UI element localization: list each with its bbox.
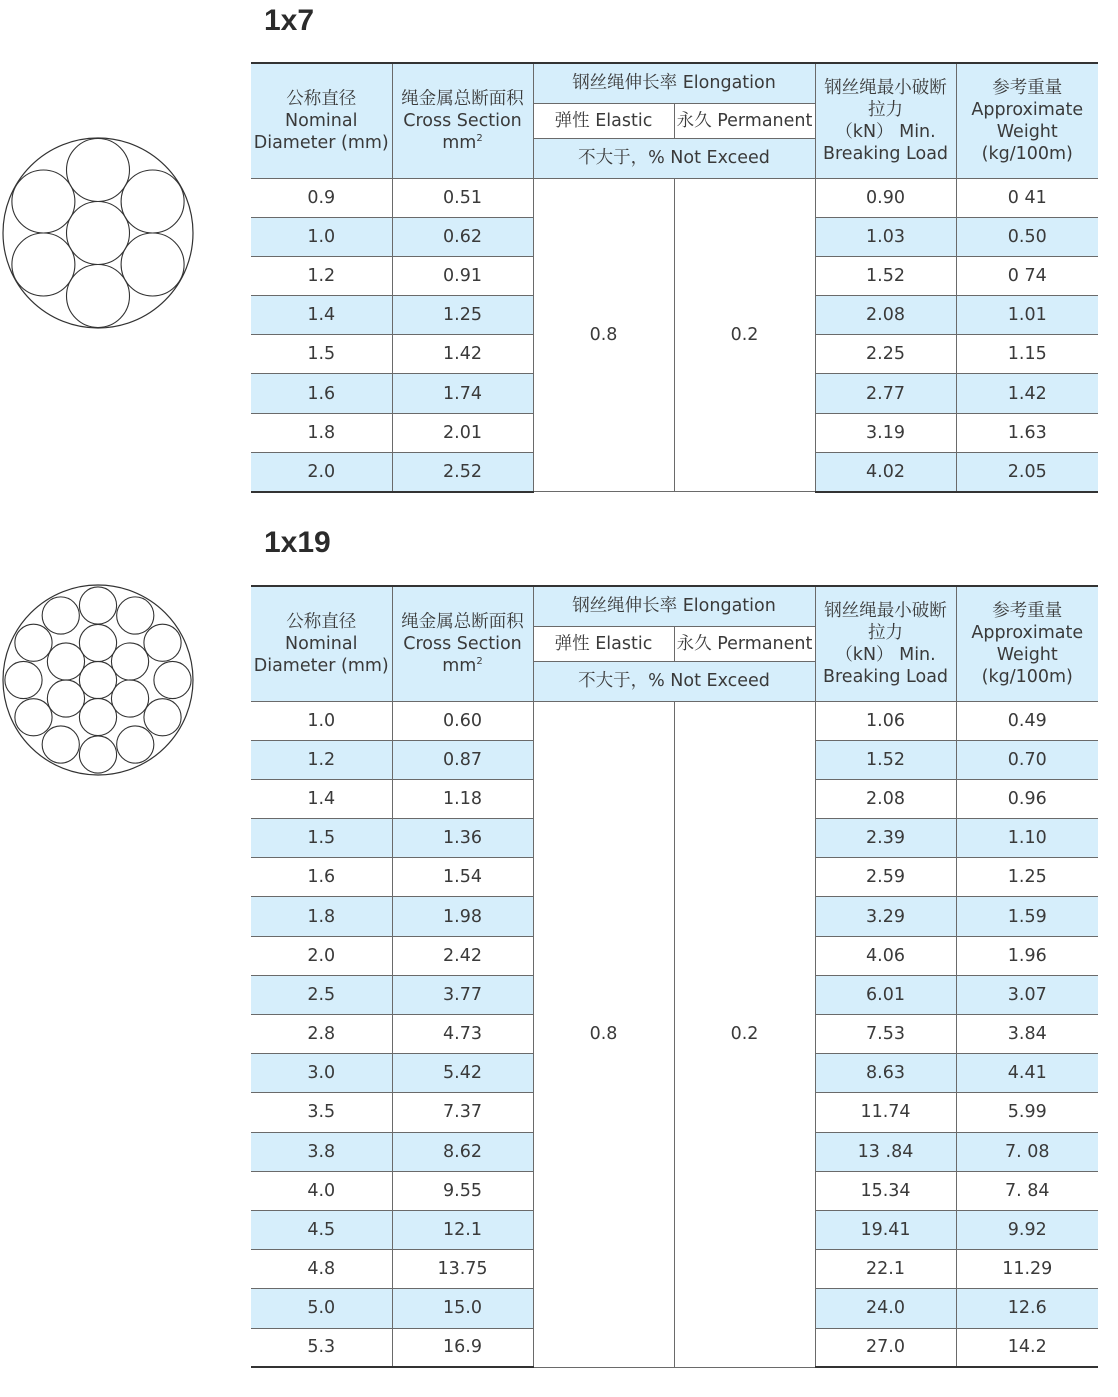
cell-breaking-load: 1.03 — [815, 217, 956, 256]
cell-nominal-diameter: 1.8 — [251, 413, 392, 452]
cell-nominal-diameter: 1.6 — [251, 858, 392, 897]
cell-cross-section: 7.37 — [392, 1093, 533, 1132]
cell-nominal-diameter: 3.0 — [251, 1054, 392, 1093]
cell-cross-section: 15.0 — [392, 1289, 533, 1328]
cell-approximate-weight: 0.49 — [956, 701, 1098, 740]
header-approximate-weight: 参考重量 Approximate Weight (kg/100m) — [956, 586, 1098, 701]
section-title-1x7: 1x7 — [264, 4, 315, 37]
cell-approximate-weight: 2.05 — [956, 452, 1098, 491]
cell-nominal-diameter: 2.8 — [251, 1015, 392, 1054]
cell-approximate-weight: 1.59 — [956, 897, 1098, 936]
cell-cross-section: 4.73 — [392, 1015, 533, 1054]
cell-cross-section: 8.62 — [392, 1132, 533, 1171]
header-elastic: 弹性 Elastic — [533, 626, 674, 661]
cell-nominal-diameter: 2.0 — [251, 936, 392, 975]
cell-approximate-weight: 1.96 — [956, 936, 1098, 975]
cell-approximate-weight: 11.29 — [956, 1250, 1098, 1289]
cell-nominal-diameter: 4.5 — [251, 1210, 392, 1249]
cell-approximate-weight: 0 41 — [956, 178, 1098, 217]
cell-nominal-diameter: 1.8 — [251, 897, 392, 936]
cell-breaking-load: 11.74 — [815, 1093, 956, 1132]
cell-nominal-diameter: 3.8 — [251, 1132, 392, 1171]
cell-approximate-weight: 3.84 — [956, 1015, 1098, 1054]
cell-nominal-diameter: 1.6 — [251, 374, 392, 413]
cell-cross-section: 1.25 — [392, 296, 533, 335]
cell-approximate-weight: 1.42 — [956, 374, 1098, 413]
cell-nominal-diameter: 0.9 — [251, 178, 392, 217]
cell-approximate-weight: 0 74 — [956, 256, 1098, 295]
cell-approximate-weight: 0.70 — [956, 740, 1098, 779]
header-cross-section: 绳金属总断面积 Cross Section $mm^2$ — [392, 586, 533, 701]
header-elongation: 钢丝绳伸长率 Elongation — [533, 63, 815, 103]
strand-1x19-cross-section-diagram — [0, 582, 196, 778]
cell-cross-section: 1.98 — [392, 897, 533, 936]
cell-approximate-weight: 1.10 — [956, 819, 1098, 858]
cell-nominal-diameter: 1.0 — [251, 701, 392, 740]
cell-breaking-load: 19.41 — [815, 1210, 956, 1249]
cell-cross-section: 3.77 — [392, 975, 533, 1014]
cell-elastic-elongation: 0.8 — [533, 701, 674, 1367]
cell-cross-section: 9.55 — [392, 1171, 533, 1210]
cell-nominal-diameter: 1.4 — [251, 296, 392, 335]
cell-approximate-weight: 4.41 — [956, 1054, 1098, 1093]
cell-nominal-diameter: 1.2 — [251, 740, 392, 779]
cell-cross-section: 2.42 — [392, 936, 533, 975]
cell-approximate-weight: 0.50 — [956, 217, 1098, 256]
cell-nominal-diameter: 1.0 — [251, 217, 392, 256]
cell-permanent-elongation: 0.2 — [674, 178, 815, 492]
cell-cross-section: 2.52 — [392, 452, 533, 491]
cell-nominal-diameter: 1.4 — [251, 779, 392, 818]
cell-nominal-diameter: 1.2 — [251, 256, 392, 295]
header-permanent: 永久 Permanent — [674, 626, 815, 661]
header-elongation: 钢丝绳伸长率 Elongation — [533, 586, 815, 626]
cell-nominal-diameter: 5.3 — [251, 1328, 392, 1367]
cell-breaking-load: 13 .84 — [815, 1132, 956, 1171]
cell-breaking-load: 4.02 — [815, 452, 956, 491]
cell-approximate-weight: 1.01 — [956, 296, 1098, 335]
cell-nominal-diameter: 1.5 — [251, 819, 392, 858]
header-breaking-load: 钢丝绳最小破断 拉力 （kN） Min. Breaking Load — [815, 586, 956, 701]
cell-breaking-load: 2.39 — [815, 819, 956, 858]
cell-cross-section: 1.54 — [392, 858, 533, 897]
cell-nominal-diameter: 4.0 — [251, 1171, 392, 1210]
cell-approximate-weight: 7. 84 — [956, 1171, 1098, 1210]
spec-table-1x19 — [251, 585, 1098, 1368]
cell-elastic-elongation: 0.8 — [533, 178, 674, 492]
cell-breaking-load: 27.0 — [815, 1328, 956, 1367]
cell-approximate-weight: 1.63 — [956, 413, 1098, 452]
header-breaking-load: 钢丝绳最小破断 拉力 （kN） Min. Breaking Load — [815, 63, 956, 178]
cell-cross-section: 12.1 — [392, 1210, 533, 1249]
cell-nominal-diameter: 2.0 — [251, 452, 392, 491]
cell-nominal-diameter: 4.8 — [251, 1250, 392, 1289]
cell-nominal-diameter: 3.5 — [251, 1093, 392, 1132]
cell-nominal-diameter: 1.5 — [251, 335, 392, 374]
cell-cross-section: 0.60 — [392, 701, 533, 740]
cell-breaking-load: 15.34 — [815, 1171, 956, 1210]
cell-approximate-weight: 1.25 — [956, 858, 1098, 897]
cell-breaking-load: 6.01 — [815, 975, 956, 1014]
cell-nominal-diameter: 5.0 — [251, 1289, 392, 1328]
cell-approximate-weight: 3.07 — [956, 975, 1098, 1014]
header-approximate-weight: 参考重量 Approximate Weight (kg/100m) — [956, 63, 1098, 178]
cell-cross-section: 1.18 — [392, 779, 533, 818]
cell-cross-section: 0.91 — [392, 256, 533, 295]
cell-breaking-load: 1.06 — [815, 701, 956, 740]
cell-breaking-load: 3.29 — [815, 897, 956, 936]
cell-cross-section: 0.62 — [392, 217, 533, 256]
cell-approximate-weight: 1.15 — [956, 335, 1098, 374]
cell-breaking-load: 2.59 — [815, 858, 956, 897]
cell-cross-section: 0.87 — [392, 740, 533, 779]
cell-approximate-weight: 7. 08 — [956, 1132, 1098, 1171]
cell-approximate-weight: 14.2 — [956, 1328, 1098, 1367]
header-not-exceed: 不大于，% Not Exceed — [533, 661, 815, 701]
table-row — [251, 701, 1098, 740]
cell-cross-section: 1.74 — [392, 374, 533, 413]
cell-approximate-weight: 0.96 — [956, 779, 1098, 818]
cell-breaking-load: 1.52 — [815, 740, 956, 779]
header-elastic: 弹性 Elastic — [533, 103, 674, 138]
cell-permanent-elongation: 0.2 — [674, 701, 815, 1367]
strand-1x7-cross-section-diagram — [0, 135, 196, 331]
cell-cross-section: 1.36 — [392, 819, 533, 858]
table-row — [251, 178, 1098, 217]
spec-table-1x7 — [251, 62, 1098, 493]
cell-nominal-diameter: 2.5 — [251, 975, 392, 1014]
header-permanent: 永久 Permanent — [674, 103, 815, 138]
cell-approximate-weight: 5.99 — [956, 1093, 1098, 1132]
cell-breaking-load: 2.25 — [815, 335, 956, 374]
header-cross-section: 绳金属总断面积 Cross Section $mm^2$ — [392, 63, 533, 178]
cell-breaking-load: 22.1 — [815, 1250, 956, 1289]
cell-cross-section: 5.42 — [392, 1054, 533, 1093]
cell-breaking-load: 2.08 — [815, 296, 956, 335]
cell-breaking-load: 2.77 — [815, 374, 956, 413]
cell-cross-section: 2.01 — [392, 413, 533, 452]
cell-cross-section: 13.75 — [392, 1250, 533, 1289]
cell-breaking-load: 0.90 — [815, 178, 956, 217]
cell-breaking-load: 24.0 — [815, 1289, 956, 1328]
cell-breaking-load: 2.08 — [815, 779, 956, 818]
header-nominal-diameter: 公称直径 Nominal Diameter (mm) — [251, 63, 392, 178]
cell-cross-section: 0.51 — [392, 178, 533, 217]
cell-breaking-load: 3.19 — [815, 413, 956, 452]
header-nominal-diameter: 公称直径 Nominal Diameter (mm) — [251, 586, 392, 701]
cell-breaking-load: 4.06 — [815, 936, 956, 975]
cell-breaking-load: 7.53 — [815, 1015, 956, 1054]
cell-approximate-weight: 12.6 — [956, 1289, 1098, 1328]
cell-cross-section: 1.42 — [392, 335, 533, 374]
section-title-1x19: 1x19 — [264, 526, 331, 559]
cell-approximate-weight: 9.92 — [956, 1210, 1098, 1249]
header-not-exceed: 不大于，% Not Exceed — [533, 138, 815, 178]
cell-breaking-load: 8.63 — [815, 1054, 956, 1093]
cell-breaking-load: 1.52 — [815, 256, 956, 295]
cell-cross-section: 16.9 — [392, 1328, 533, 1367]
